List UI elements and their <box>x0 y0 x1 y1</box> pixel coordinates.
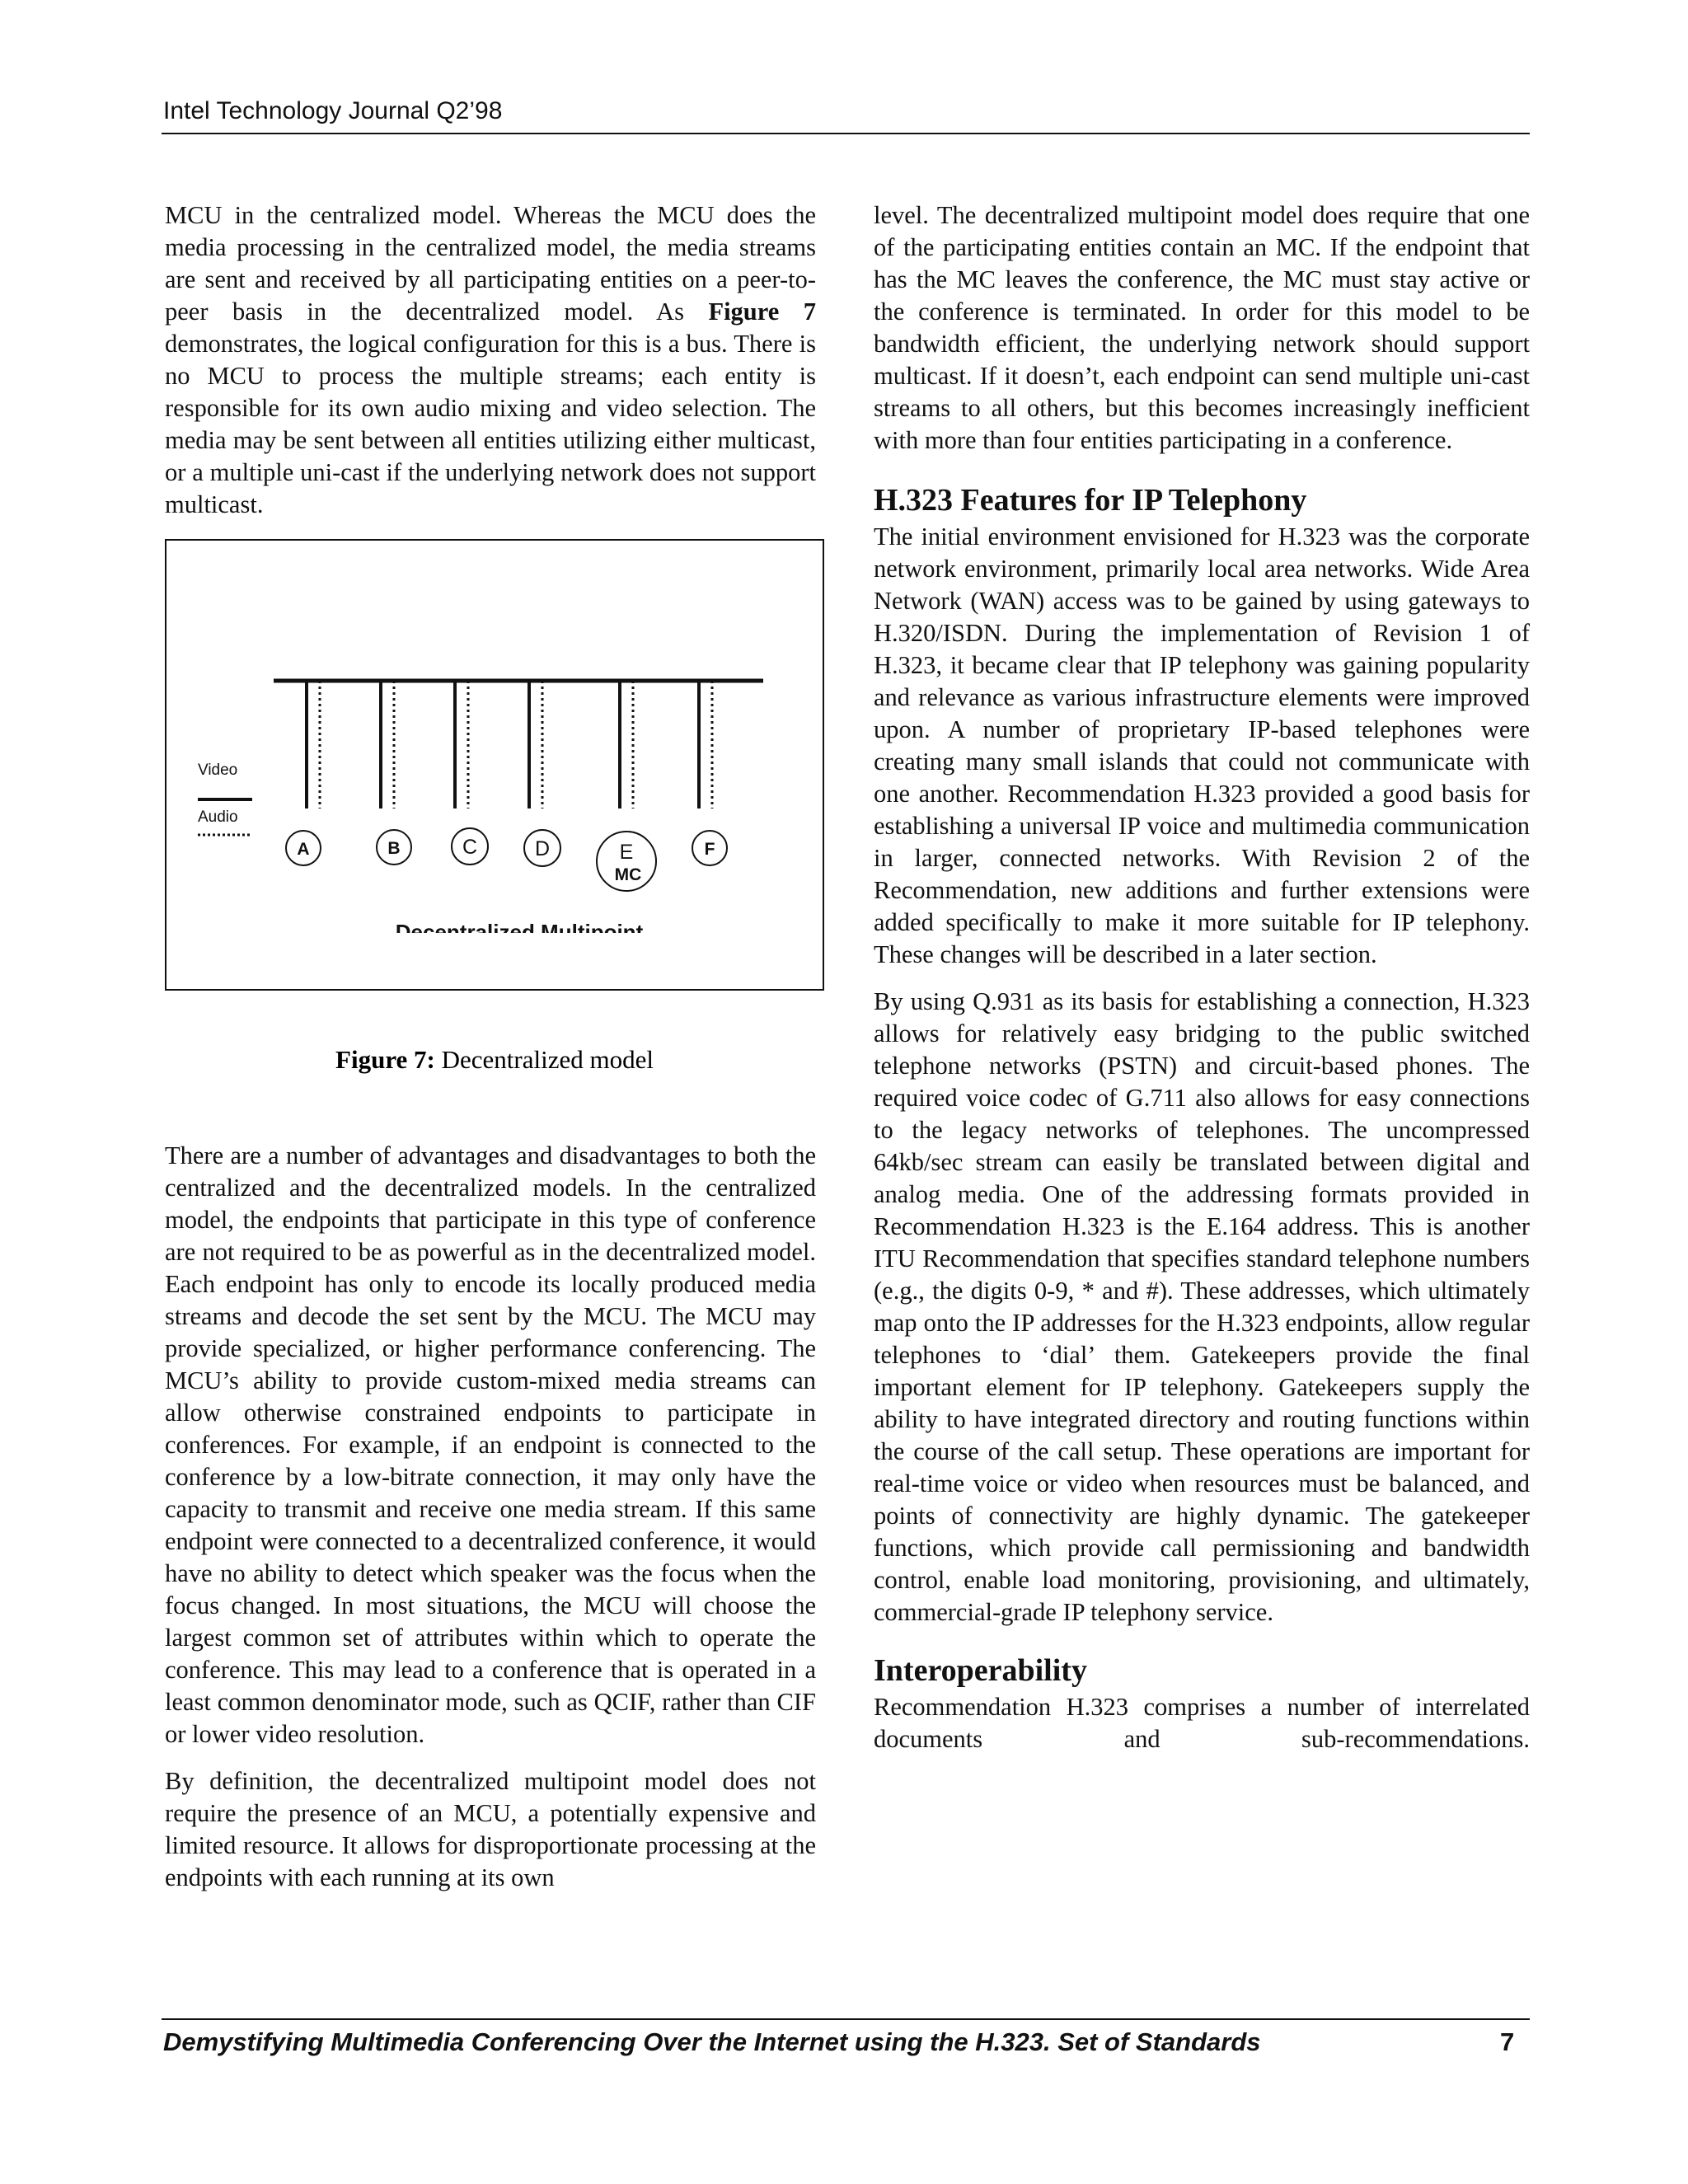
footer-title: Demystifying Multimedia Conferencing Over the Internet using the H.323. Set of Standards <box>163 2027 1261 2056</box>
section-heading-ip-telephony: H.323 Features for IP Telephony <box>874 483 1307 518</box>
svg-text:B: B <box>387 839 401 858</box>
drop-b <box>381 681 394 808</box>
node-b <box>377 830 411 865</box>
legend-video-label: Video <box>198 762 238 779</box>
figure-7-diagram <box>165 539 824 991</box>
left-column-lower <box>165 1140 816 1894</box>
left-paragraph-1: MCU in the centralized model. Whereas the MCU does the media processing in the centralized model, the media streams are sent and received by all participating entities on a peer-to-peer basis in the decentralized model. As Figure 7 demonstrates, the logical configuration for this is a bus. There is no MCU to process the multiple streams; each entity is responsible for its own audio mixing and video selection. The media may be sent between all entities utilizing either multicast, or a multiple uni-cast if the underlying network does not support multicast. <box>165 201 817 518</box>
svg-text:E: E <box>619 841 634 864</box>
left-column <box>165 199 816 521</box>
drop-f <box>699 681 712 808</box>
svg-text:A: A <box>297 840 310 859</box>
legend-audio-label: Audio <box>198 808 238 826</box>
header-rule <box>162 133 1530 134</box>
drop-e <box>620 681 633 808</box>
drop-c <box>455 681 468 808</box>
svg-text:C: C <box>462 836 478 859</box>
drop-d <box>529 681 542 808</box>
node-a <box>286 831 321 865</box>
right-column <box>874 199 1530 1755</box>
section-heading-interoperability: Interoperability <box>874 1653 1087 1688</box>
left-paragraph-3: By definition, the decentralized multipoint model does not require the presence of an MCU, a potentially expensive and limited resource. It allows for disproportionate processing at the endpoints with each running at its own <box>165 1767 816 1891</box>
svg-text:D: D <box>534 837 551 860</box>
figure-caption: Figure 7: Decentralized model <box>335 1045 654 1074</box>
node-c <box>452 828 488 865</box>
right-paragraph-1: level. The decentralized multipoint model does require that one of the participating entities contain an MC. If the endpoint that has the MC leaves the conference, the MC must stay active or the conference is terminated. In order for this model to be bandwidth efficient, the underlying network should support multicast. If it doesn’t, each endpoint can send multiple uni-cast streams to all others, but this becomes increasingly inefficient with more than four entities participating in a conference. <box>874 201 1530 454</box>
page-number: 7 <box>1500 2027 1515 2056</box>
running-head: Intel Technology Journal Q2’98 <box>163 97 503 124</box>
mc-label: MC <box>614 865 642 884</box>
node-f <box>692 831 727 865</box>
diagram-title: Decentralized Multipoint <box>395 920 644 944</box>
node-d <box>524 830 560 866</box>
node-e-mc <box>597 832 656 891</box>
right-paragraph-2: The initial environment envisioned for H.323 was the corporate network environment, primarily local area networks. Wide Area Network (WAN) access was to be gained by using gateways to H.320/ISDN. During the implementation of Revision 1 of H.323, it became clear that IP telephony was gaining popularity and relevance as various infrastructure elements were improved upon. A number of proprietary IP-based telephones were creating many small islands that could not communicate with one another. Recommendation H.323 provided a good basis for establishing a universal IP voice and multimedia communication in larger, connected networks. With Revision 2 of the Recommendation, new additions and further extensions were added specifically to make it more suitable for IP telephony. These changes will be described in a later section. <box>874 523 1530 968</box>
footer-rule <box>162 2018 1530 2020</box>
drop-a <box>307 681 320 808</box>
left-paragraph-2: There are a number of advantages and disadvantages to both the centralized and the decentralized models. In the centralized model, the endpoints that participate in this type of conference are not required to be as powerful as in the decentralized model. Each endpoint has only to encode its locally produced media streams and decode the set sent by the MCU. The MCU may provide specialized, or higher performance conferencing. The MCU’s ability to provide custom-mixed media streams can allow otherwise constrained endpoints to participate in conferences. For example, if an endpoint is connected to the conference by a low-bitrate connection, it may only have the capacity to transmit and receive one media stream. If this same endpoint were connected to a decentralized conference, it would have no ability to detect which speaker was the focus when the focus changed. In most situations, the MCU will choose the largest common set of attributes within which to operate the conference. This may lead to a conference that is operated in a least common denominator mode, such as QCIF, rather than CIF or lower video resolution. <box>165 1141 816 1748</box>
figure-reference: Figure 7 <box>708 298 817 326</box>
right-paragraph-4: Recommendation H.323 comprises a number of interrelated documents and sub-recommendations. <box>874 1693 1530 1753</box>
right-paragraph-3: By using Q.931 as its basis for establishing a connection, H.323 allows for relatively easy bridging to the public switched telephone networks (PSTN) and circuit-based phones. The required voice codec of G.711 also allows for easy connections to the legacy networks of telephones. The uncompressed 64kb/sec stream can easily be translated between digital and analog media. One of the addressing formats provided in Recommendation H.323 is the E.164 address. This is another ITU Recommendation that specifies standard telephone numbers (e.g., the digits 0-9, * and #). These addresses, which ultimately map onto the IP addresses for the H.323 endpoints, allow regular telephones to ‘dial’ them. Gatekeepers provide the final important element for IP telephony. Gatekeepers supply the ability to have integrated directory and routing functions within the course of the call setup. These operations are important for real-time voice or video when resources must be balanced, and points of connectivity are highly dynamic. The gatekeeper functions, which provide call permissioning and bandwidth control, enable load monitoring, provisioning, and ultimately, commercial-grade IP telephony service. <box>874 987 1530 1626</box>
svg-text:F: F <box>704 840 715 859</box>
